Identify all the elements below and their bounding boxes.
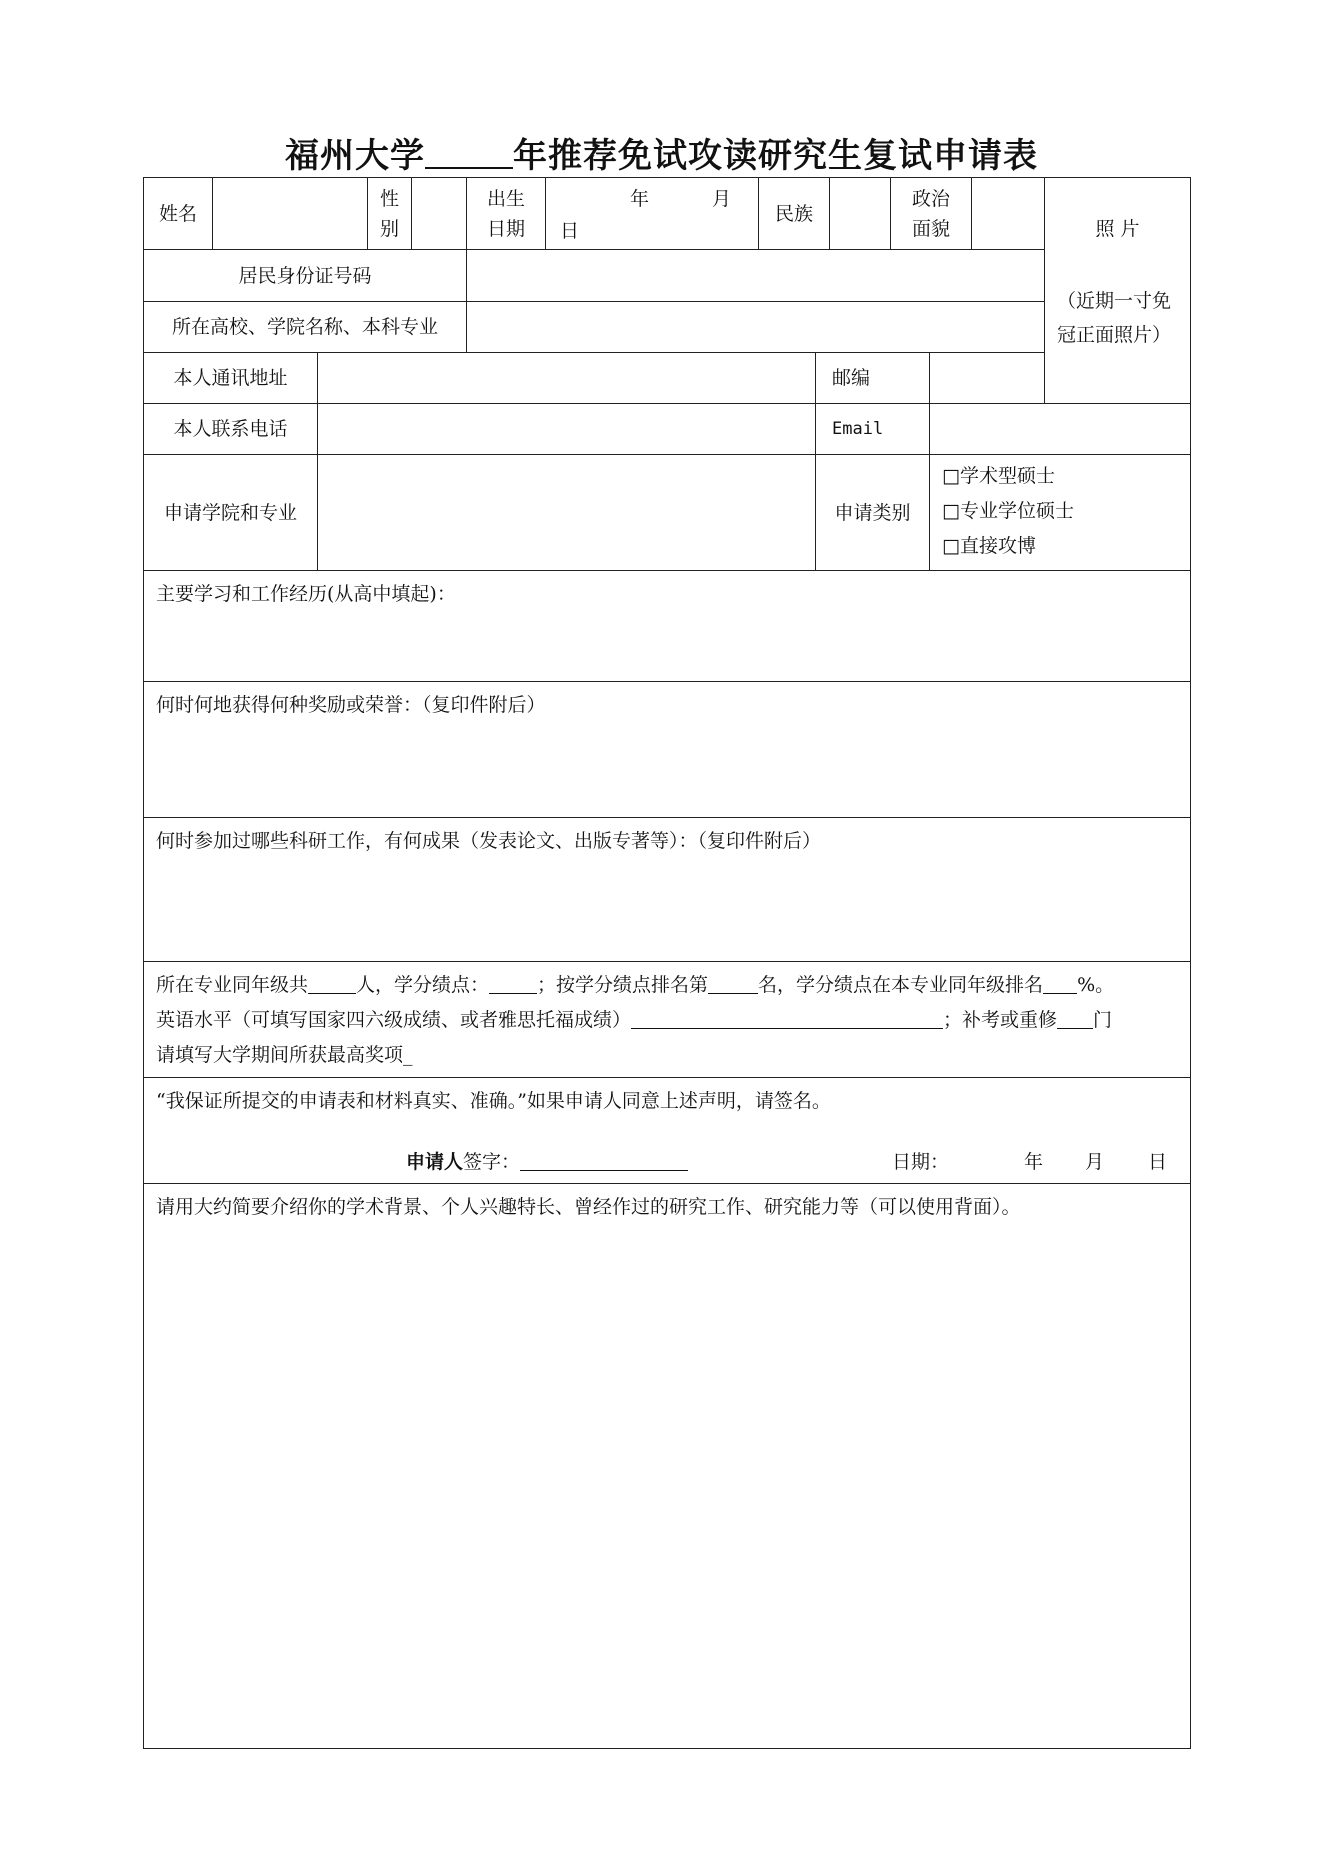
photo-box[interactable]: 照 片 （近期一寸免冠正面照片） bbox=[1044, 177, 1191, 404]
date-month: 月 bbox=[1085, 1151, 1105, 1173]
class-size-blank[interactable] bbox=[308, 971, 356, 994]
zip-field[interactable] bbox=[929, 352, 1045, 404]
date-day: 日 bbox=[1148, 1151, 1168, 1173]
ethnicity-field[interactable] bbox=[829, 177, 891, 250]
english-score-blank[interactable] bbox=[631, 1006, 943, 1029]
rank-blank[interactable] bbox=[708, 971, 758, 994]
name-field[interactable] bbox=[212, 177, 368, 250]
award-line: 请填写大学期间所获最高奖项_ bbox=[156, 1044, 413, 1066]
id-number-label: 居民身份证号码 bbox=[143, 249, 467, 302]
email-label: Email bbox=[815, 403, 930, 455]
intro-label: 请用大约简要介绍你的学术背景、个人兴趣特长、曾经作过的研究工作、研究能力等（可以使用背面）。 bbox=[156, 1196, 1021, 1218]
declaration-section bbox=[143, 1077, 1191, 1184]
zip-label: 邮编 bbox=[815, 352, 930, 404]
email-field[interactable] bbox=[929, 403, 1191, 455]
ranking-section bbox=[143, 961, 1191, 1078]
percent-blank[interactable] bbox=[1043, 971, 1077, 994]
address-field[interactable] bbox=[317, 352, 816, 404]
signature-line: 申请人签字： bbox=[406, 1147, 688, 1177]
apply-type-options bbox=[929, 454, 1191, 571]
politics-field[interactable] bbox=[971, 177, 1045, 250]
ethnicity-label: 民族 bbox=[758, 177, 830, 250]
id-number-field[interactable] bbox=[466, 249, 1045, 302]
birth-field[interactable]: 年 月 日 bbox=[545, 177, 759, 250]
research-section[interactable] bbox=[143, 817, 1191, 962]
apply-major-label: 申请学院和专业 bbox=[143, 454, 318, 571]
year-blank[interactable] bbox=[425, 137, 513, 169]
apply-major-field[interactable] bbox=[317, 454, 816, 571]
address-label: 本人通讯地址 bbox=[143, 352, 318, 404]
experience-section[interactable] bbox=[143, 570, 1191, 682]
name-label: 姓名 bbox=[143, 177, 213, 250]
ranking-line: 所在专业同年级共 人，学分绩点： ；按学分绩点排名第 名，学分绩点在本专业同年级排名 %。 bbox=[156, 968, 1178, 1003]
gpa-blank[interactable] bbox=[489, 971, 537, 994]
school-major-field[interactable] bbox=[466, 301, 1045, 353]
checkbox-professional-master[interactable]: □专业学位硕士 bbox=[942, 500, 1074, 522]
checkbox-academic-master[interactable]: □学术型硕士 bbox=[942, 465, 1055, 487]
politics-label: 政治 面貌 bbox=[890, 177, 972, 250]
page-title: 福州大学 年推荐免试攻读研究生复试申请表 bbox=[285, 136, 1038, 176]
awards-label: 何时何地获得何种奖励或荣誉：（复印件附后） bbox=[156, 694, 546, 716]
awards-section[interactable] bbox=[143, 681, 1191, 818]
research-label: 何时参加过哪些科研工作，有何成果（发表论文、出版专著等）：（复印件附后） bbox=[156, 830, 822, 852]
gender-label: 性 别 bbox=[367, 177, 412, 250]
gender-field[interactable] bbox=[411, 177, 467, 250]
experience-label: 主要学习和工作经历(从高中填起)： bbox=[156, 583, 456, 605]
intro-section[interactable] bbox=[143, 1183, 1191, 1749]
phone-label: 本人联系电话 bbox=[143, 403, 318, 455]
date-label: 日期： bbox=[892, 1151, 950, 1173]
apply-type-label: 申请类别 bbox=[815, 454, 930, 571]
birth-label: 出生 日期 bbox=[466, 177, 546, 250]
school-major-label: 所在高校、学院名称、本科专业 bbox=[143, 301, 467, 353]
date-year: 年 bbox=[1024, 1151, 1044, 1173]
english-line: 英语水平（可填写国家四六级成绩、或者雅思托福成绩） ；补考或重修 门 bbox=[156, 1003, 1178, 1038]
declaration-text: “我保证所提交的申请表和材料真实、准确。”如果申请人同意上述声明，请签名。 bbox=[156, 1090, 831, 1112]
retake-count-blank[interactable] bbox=[1057, 1006, 1093, 1029]
signature-blank[interactable] bbox=[520, 1148, 688, 1171]
checkbox-direct-phd[interactable]: □直接攻博 bbox=[942, 535, 1036, 557]
phone-field[interactable] bbox=[317, 403, 816, 455]
